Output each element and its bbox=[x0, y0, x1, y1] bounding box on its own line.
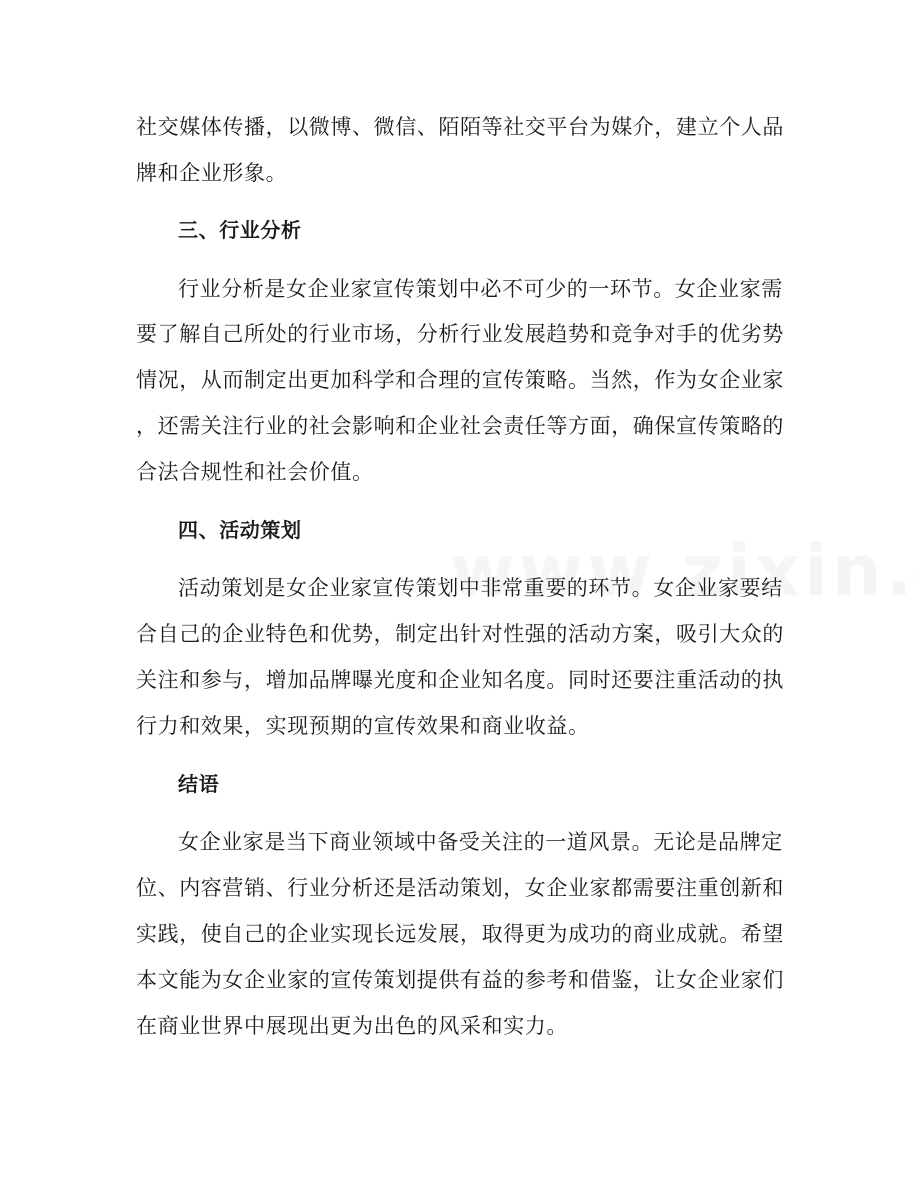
paragraph-line: 实践，使自己的企业实现长远发展，取得更为成功的商业成就。希望 bbox=[136, 922, 784, 946]
section-heading-event-planning: 四、活动策划 bbox=[178, 518, 302, 542]
paragraph-line: 本文能为女企业家的宣传策划提供有益的参考和借鉴，让女企业家们 bbox=[136, 968, 784, 992]
paragraph-line: 情况，从而制定出更加科学和合理的宣传策略。当然，作为女企业家 bbox=[136, 368, 784, 392]
paragraph-line: ，还需关注行业的社会影响和企业社会责任等方面，确保宣传策略的 bbox=[136, 414, 784, 438]
paragraph-line: 社交媒体传播，以微博、微信、陌陌等社交平台为媒介，建立个人品 bbox=[136, 115, 784, 139]
paragraph-line: 牌和企业形象。 bbox=[136, 161, 288, 185]
paragraph-line: 活动策划是女企业家宣传策划中非常重要的环节。女企业家要结 bbox=[178, 576, 783, 600]
paragraph-line: 行业分析是女企业家宣传策划中必不可少的一环节。女企业家需 bbox=[178, 277, 783, 301]
section-heading-industry-analysis: 三、行业分析 bbox=[178, 218, 302, 242]
paragraph-line: 关注和参与，增加品牌曝光度和企业知名度。同时还要注重活动的执 bbox=[136, 668, 784, 692]
paragraph-line: 行力和效果，实现预期的宣传效果和商业收益。 bbox=[136, 714, 590, 738]
paragraph-line: 女企业家是当下商业领域中备受关注的一道风景。无论是品牌定 bbox=[178, 830, 783, 854]
section-heading-conclusion: 结语 bbox=[178, 772, 220, 796]
paragraph-line: 要了解自己所处的行业市场，分析行业发展趋势和竞争对手的优劣势 bbox=[136, 322, 784, 346]
paragraph-line: 合自己的企业特色和优势，制定出针对性强的活动方案，吸引大众的 bbox=[136, 622, 784, 646]
paragraph-line: 在商业世界中展现出更为出色的风采和实力。 bbox=[136, 1014, 568, 1038]
paragraph-line: 位、内容营销、行业分析还是活动策划，女企业家都需要注重创新和 bbox=[136, 876, 784, 900]
paragraph-line: 合法合规性和社会价值。 bbox=[136, 460, 374, 484]
